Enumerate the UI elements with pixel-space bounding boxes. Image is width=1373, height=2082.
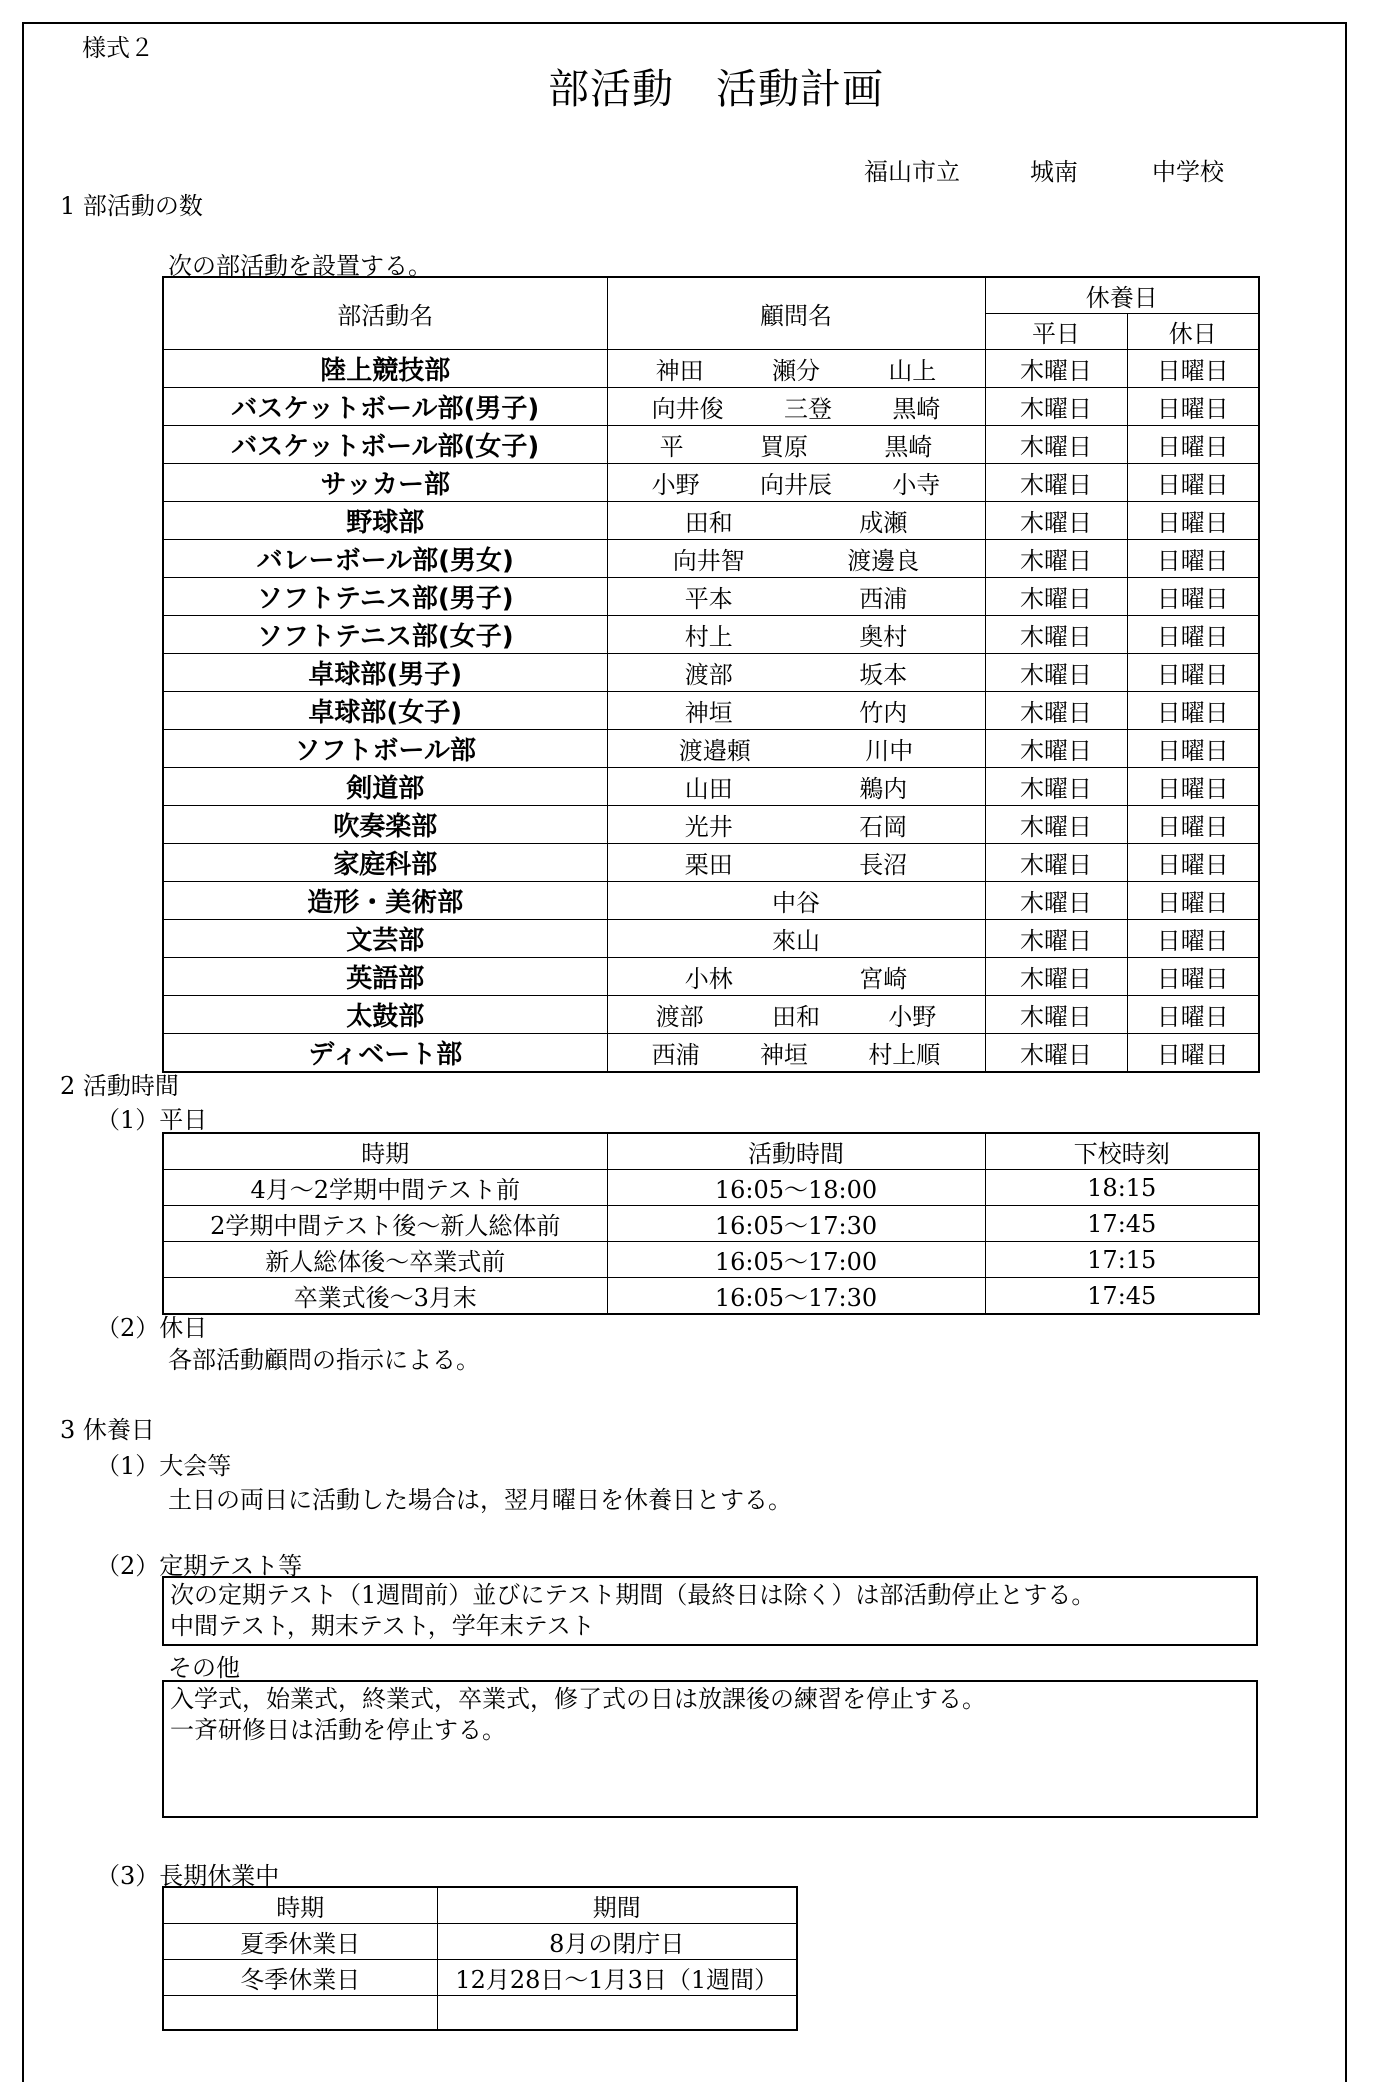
long-break-table: [162, 1886, 798, 2031]
advisor-name: 黒崎: [892, 395, 941, 423]
advisor-name: 光井: [684, 813, 733, 841]
time-range: 16:05～17:30: [607, 1278, 985, 1315]
tests-box: [162, 1576, 1258, 1646]
holiday-rest: 日曜日: [1127, 388, 1259, 426]
club-row: [163, 1034, 1259, 1073]
long-break-row: [163, 1960, 797, 1996]
form-label: 様式２: [82, 34, 154, 62]
holiday-rest: 日曜日: [1127, 996, 1259, 1034]
advisor-names: [607, 540, 985, 578]
advisor-list: [608, 769, 985, 804]
long-break-row: [163, 1996, 797, 2030]
holiday-rest: 日曜日: [1127, 616, 1259, 654]
advisor-list: [608, 921, 985, 956]
weekday-rest: 木曜日: [985, 958, 1127, 996]
time-dismissal: 17:15: [985, 1242, 1259, 1278]
advisor-name: 小野: [651, 471, 700, 499]
meets-label: （1）大会等: [96, 1452, 232, 1480]
club-name: バスケットボール部(男子): [163, 388, 607, 426]
header-period: 時期: [163, 1133, 607, 1170]
holiday-rest: 日曜日: [1127, 578, 1259, 616]
school-type: 中学校: [1152, 158, 1224, 186]
time-row: [163, 1206, 1259, 1242]
header-advisor: 顧問名: [607, 277, 985, 350]
holiday-rest: 日曜日: [1127, 540, 1259, 578]
advisor-names: [607, 654, 985, 692]
advisor-name: 瀬分: [771, 357, 820, 385]
holiday-text: 各部活動顧問の指示による。: [168, 1346, 480, 1374]
advisor-name: 山田: [684, 775, 733, 803]
header-club-name: 部活動名: [163, 277, 607, 350]
advisor-name: 田和: [771, 1003, 820, 1031]
weekday-rest: 木曜日: [985, 844, 1127, 882]
section2-heading: 2 活動時間: [60, 1072, 179, 1100]
advisor-name: 小寺: [892, 471, 941, 499]
club-row: [163, 388, 1259, 426]
advisor-name: 坂本: [859, 661, 908, 689]
club-row: [163, 730, 1259, 768]
club-row: [163, 654, 1259, 692]
club-name: 卓球部(女子): [163, 692, 607, 730]
weekday-rest: 木曜日: [985, 1034, 1127, 1073]
time-dismissal: 18:15: [985, 1170, 1259, 1206]
tests-label: （2）定期テスト等: [96, 1552, 303, 1580]
time-dismissal: 17:45: [985, 1278, 1259, 1315]
advisor-name: 神垣: [759, 1041, 808, 1069]
time-period: 4月～2学期中間テスト前: [163, 1170, 607, 1206]
advisor-list: [608, 1035, 985, 1070]
advisor-list: [608, 883, 985, 918]
weekday-rest: 木曜日: [985, 654, 1127, 692]
advisor-names: [607, 882, 985, 920]
club-name: 野球部: [163, 502, 607, 540]
advisor-name: 宮崎: [859, 965, 908, 993]
advisor-name: 長沼: [859, 851, 908, 879]
long-break-row: [163, 1924, 797, 1960]
section3-heading: 3 休養日: [60, 1416, 155, 1444]
weekday-rest: 木曜日: [985, 540, 1127, 578]
advisor-name: 西浦: [859, 585, 908, 613]
club-name: バスケットボール部(女子): [163, 426, 607, 464]
time-period: 卒業式後～3月末: [163, 1278, 607, 1315]
time-period: 新人総体後～卒業式前: [163, 1242, 607, 1278]
club-name: ソフトテニス部(女子): [163, 616, 607, 654]
club-row: [163, 996, 1259, 1034]
advisor-name: 鵜内: [859, 775, 908, 803]
long-range: [437, 1996, 797, 2030]
club-row: [163, 692, 1259, 730]
holiday-rest: 日曜日: [1127, 882, 1259, 920]
holiday-rest: 日曜日: [1127, 350, 1259, 388]
long-period: [163, 1996, 437, 2030]
time-range: 16:05～17:00: [607, 1242, 985, 1278]
advisor-names: [607, 388, 985, 426]
weekday-label: （1）平日: [96, 1106, 208, 1134]
club-name: 卓球部(男子): [163, 654, 607, 692]
holiday-rest: 日曜日: [1127, 464, 1259, 502]
club-row: [163, 616, 1259, 654]
club-row: [163, 350, 1259, 388]
advisor-list: [608, 617, 985, 652]
advisor-name: 來山: [772, 927, 820, 955]
advisor-name: 三登: [783, 395, 832, 423]
advisor-names: [607, 996, 985, 1034]
advisor-names: [607, 692, 985, 730]
school-city: 福山市立: [864, 158, 960, 186]
advisor-name: 神垣: [684, 699, 733, 727]
club-name: 剣道部: [163, 768, 607, 806]
time-range: 16:05～18:00: [607, 1170, 985, 1206]
header-dismissal: 下校時刻: [985, 1133, 1259, 1170]
other-box: [162, 1680, 1258, 1818]
tests-box-line-2: 中間テスト，期末テスト，学年末テスト: [170, 1612, 595, 1640]
holiday-rest: 日曜日: [1127, 806, 1259, 844]
holiday-rest: 日曜日: [1127, 920, 1259, 958]
advisor-names: [607, 806, 985, 844]
club-name: 英語部: [163, 958, 607, 996]
section1-heading: 1 部活動の数: [60, 192, 203, 220]
long-break-label: （3）長期休業中: [96, 1862, 280, 1890]
header-long-period: 時期: [163, 1887, 437, 1924]
time-row: [163, 1170, 1259, 1206]
club-name: 吹奏楽部: [163, 806, 607, 844]
club-name: ソフトテニス部(男子): [163, 578, 607, 616]
advisor-name: 向井智: [672, 547, 745, 575]
advisor-name: 向井俊: [651, 395, 724, 423]
advisor-names: [607, 578, 985, 616]
weekday-rest: 木曜日: [985, 388, 1127, 426]
club-row: [163, 844, 1259, 882]
advisor-name: 黒崎: [884, 433, 933, 461]
weekday-rest: 木曜日: [985, 502, 1127, 540]
time-range: 16:05～17:30: [607, 1206, 985, 1242]
advisor-name: 渡部: [684, 661, 733, 689]
advisor-name: 村上: [684, 623, 733, 651]
advisor-list: [608, 427, 985, 462]
advisor-name: 神田: [655, 357, 704, 385]
long-range: 12月28日～1月3日（1週間）: [437, 1960, 797, 1996]
advisor-name: 村上順: [868, 1041, 941, 1069]
advisor-name: 奥村: [859, 623, 908, 651]
advisor-name: 西浦: [651, 1041, 700, 1069]
club-name: 太鼓部: [163, 996, 607, 1034]
advisor-names: [607, 464, 985, 502]
activity-time-table: [162, 1132, 1260, 1315]
weekday-rest: 木曜日: [985, 578, 1127, 616]
advisor-list: [608, 579, 985, 614]
club-row: [163, 806, 1259, 844]
club-name: 文芸部: [163, 920, 607, 958]
holiday-rest: 日曜日: [1127, 502, 1259, 540]
advisor-list: [608, 351, 985, 386]
header-rest-day: 休養日: [985, 277, 1259, 314]
holiday-rest: 日曜日: [1127, 654, 1259, 692]
weekday-rest: 木曜日: [985, 730, 1127, 768]
holiday-rest: 日曜日: [1127, 958, 1259, 996]
club-row: [163, 578, 1259, 616]
advisor-list: [608, 503, 985, 538]
header-activity-time: 活動時間: [607, 1133, 985, 1170]
header-long-range: 期間: [437, 1887, 797, 1924]
page-title: 部活動 活動計画: [548, 65, 884, 113]
advisor-name: 竹内: [859, 699, 908, 727]
club-name: バレーボール部(男女): [163, 540, 607, 578]
advisor-name: 渡邉頼: [678, 737, 751, 765]
holiday-rest: 日曜日: [1127, 692, 1259, 730]
advisor-name: 中谷: [772, 889, 820, 917]
advisor-names: [607, 1034, 985, 1073]
holiday-rest: 日曜日: [1127, 730, 1259, 768]
time-row: [163, 1278, 1259, 1315]
advisor-list: [608, 389, 985, 424]
advisor-names: [607, 844, 985, 882]
advisor-names: [607, 730, 985, 768]
advisor-names: [607, 502, 985, 540]
club-row: [163, 920, 1259, 958]
weekday-rest: 木曜日: [985, 920, 1127, 958]
holiday-label: （2）休日: [96, 1314, 208, 1342]
club-row: [163, 502, 1259, 540]
weekday-rest: 木曜日: [985, 806, 1127, 844]
long-range: 8月の閉庁日: [437, 1924, 797, 1960]
advisor-name: 川中: [865, 737, 914, 765]
advisor-list: [608, 655, 985, 690]
club-table: [162, 276, 1260, 1073]
advisor-list: [608, 845, 985, 880]
other-box-line-2: 一斉研修日は活動を停止する。: [170, 1716, 506, 1744]
club-row: [163, 464, 1259, 502]
club-row: [163, 540, 1259, 578]
time-dismissal: 17:45: [985, 1206, 1259, 1242]
advisor-name: 小林: [684, 965, 733, 993]
advisor-name: 渡邊良: [847, 547, 920, 575]
weekday-rest: 木曜日: [985, 692, 1127, 730]
section1-intro: 次の部活動を設置する。: [168, 252, 432, 280]
advisor-name: 平: [659, 433, 684, 461]
holiday-rest: 日曜日: [1127, 426, 1259, 464]
advisor-names: [607, 920, 985, 958]
advisor-name: 山上: [888, 357, 937, 385]
weekday-rest: 木曜日: [985, 616, 1127, 654]
club-name: ソフトボール部: [163, 730, 607, 768]
advisor-name: 向井辰: [759, 471, 832, 499]
other-box-line-1: 入学式，始業式，終業式，卒業式，修了式の日は放課後の練習を停止する。: [170, 1685, 986, 1713]
advisor-names: [607, 768, 985, 806]
advisor-names: [607, 350, 985, 388]
meets-text: 土日の両日に活動した場合は，翌月曜日を休養日とする。: [168, 1486, 792, 1514]
club-row: [163, 768, 1259, 806]
school-name: 城南: [1030, 158, 1078, 186]
other-label: その他: [168, 1654, 240, 1682]
advisor-list: [608, 959, 985, 994]
long-period: 冬季休業日: [163, 1960, 437, 1996]
advisor-names: [607, 958, 985, 996]
advisor-list: [608, 693, 985, 728]
advisor-list: [608, 541, 985, 576]
advisor-name: 小野: [888, 1003, 937, 1031]
advisor-name: 渡部: [655, 1003, 704, 1031]
club-name: ディベート部: [163, 1034, 607, 1073]
advisor-name: 石岡: [859, 813, 908, 841]
holiday-rest: 日曜日: [1127, 844, 1259, 882]
header-holiday: 休日: [1127, 314, 1259, 350]
weekday-rest: 木曜日: [985, 350, 1127, 388]
advisor-list: [608, 997, 985, 1032]
club-name: サッカー部: [163, 464, 607, 502]
tests-box-line-1: 次の定期テスト（1週間前）並びにテスト期間（最終日は除く）は部活動停止とする。: [170, 1581, 1096, 1609]
club-row: [163, 958, 1259, 996]
advisor-name: 平本: [684, 585, 733, 613]
advisor-name: 買原: [759, 433, 808, 461]
advisor-name: 田和: [684, 509, 733, 537]
advisor-names: [607, 616, 985, 654]
long-period: 夏季休業日: [163, 1924, 437, 1960]
weekday-rest: 木曜日: [985, 464, 1127, 502]
advisor-list: [608, 465, 985, 500]
club-name: 家庭科部: [163, 844, 607, 882]
weekday-rest: 木曜日: [985, 882, 1127, 920]
advisor-names: [607, 426, 985, 464]
club-row: [163, 426, 1259, 464]
time-row: [163, 1242, 1259, 1278]
holiday-rest: 日曜日: [1127, 768, 1259, 806]
advisor-name: 成瀬: [859, 509, 908, 537]
weekday-rest: 木曜日: [985, 426, 1127, 464]
weekday-rest: 木曜日: [985, 768, 1127, 806]
club-name: 造形・美術部: [163, 882, 607, 920]
holiday-rest: 日曜日: [1127, 1034, 1259, 1073]
advisor-name: 栗田: [684, 851, 733, 879]
time-period: 2学期中間テスト後～新人総体前: [163, 1206, 607, 1242]
header-weekday: 平日: [985, 314, 1127, 350]
club-name: 陸上競技部: [163, 350, 607, 388]
advisor-list: [608, 807, 985, 842]
weekday-rest: 木曜日: [985, 996, 1127, 1034]
advisor-list: [608, 731, 985, 766]
club-row: [163, 882, 1259, 920]
